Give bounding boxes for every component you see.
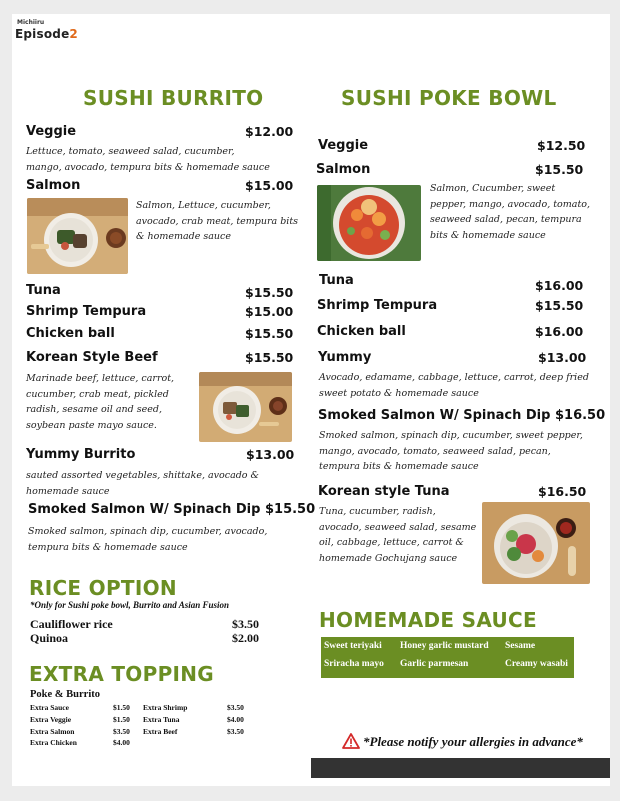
burrito-chicken-name: Chicken ball bbox=[26, 326, 115, 341]
poke-chicken-name: Chicken ball bbox=[317, 324, 406, 339]
poke-smoked-label: Smoked Salmon W/ Spinach Dip bbox=[318, 408, 551, 423]
footer-bar bbox=[311, 758, 610, 778]
burrito-smoked-price: $15.50 bbox=[264, 502, 316, 517]
sauce-item: Sesame bbox=[505, 641, 536, 651]
warning-icon bbox=[342, 733, 360, 753]
rice-option-note: *Only for Sushi poke bowl, Burrito and Asian Fusion bbox=[30, 600, 229, 610]
burrito-salmon-desc: Salmon, Lettuce, cucumber, avocado, crab meat, tempura bits & homemade sauce bbox=[136, 200, 299, 242]
poke-smoked-desc: Smoked salmon, spinach dip, cucumber, sweet pepper, mango, avocado, tomato, seaweed salad, pecan, tempura bits & homemade sauce bbox=[319, 430, 583, 472]
burrito-korean-name: Korean Style Beef bbox=[26, 350, 158, 365]
burrito-veggie-price: $12.00 bbox=[245, 124, 294, 139]
poke-korean-name: Korean style Tuna bbox=[318, 484, 450, 499]
section-title-burrito: SUSHI BURRITO bbox=[83, 86, 264, 110]
poke-shrimp-name: Shrimp Tempura bbox=[317, 298, 438, 313]
burrito-salmon-name: Salmon bbox=[26, 178, 81, 193]
poke-smoked-name bbox=[318, 408, 605, 423]
extra-topping-title: EXTRA TOPPING bbox=[29, 662, 215, 686]
section-title-poke: SUSHI POKE BOWL bbox=[341, 86, 557, 110]
poke-salmon-photo bbox=[317, 185, 421, 261]
topping-price: $1.50 bbox=[113, 715, 130, 724]
sauce-item: Garlic parmesan bbox=[400, 659, 469, 669]
poke-salmon-name: Salmon bbox=[316, 162, 371, 177]
burrito-veggie-name: Veggie bbox=[26, 124, 77, 139]
topping-item: Extra Beef bbox=[143, 727, 178, 736]
poke-veggie-price: $12.50 bbox=[537, 138, 586, 153]
burrito-shrimp-name: Shrimp Tempura bbox=[26, 304, 147, 319]
poke-yummy-price: $13.00 bbox=[538, 350, 587, 365]
poke-salmon-desc: Salmon, Cucumber, sweet pepper, mango, avocado, tomato, seaweed salad, pecan, tempura bits & homemade sauce bbox=[430, 183, 590, 241]
poke-korean-desc: Tuna, cucumber, radish, avocado, seaweed salad, sesame oil, cabbage, lettuce, carrot & homemade Gochujang sauce bbox=[319, 506, 477, 564]
allergy-notice: *Please notify your allergies in advance* bbox=[363, 734, 583, 749]
topping-item: Extra Sauce bbox=[30, 703, 69, 712]
sauce-panel bbox=[321, 637, 574, 678]
sauce-item: Creamy wasabi bbox=[505, 659, 568, 669]
burrito-korean-photo bbox=[199, 372, 292, 442]
menu-page bbox=[12, 14, 610, 786]
rice-price-quinoa: $2.00 bbox=[232, 631, 259, 645]
burrito-veggie-desc: Lettuce, tomato, seaweed salad, cucumber, mango, avocado, tempura bits & homemade sauce bbox=[26, 146, 270, 173]
poke-korean-photo bbox=[482, 502, 590, 584]
topping-price: $3.50 bbox=[113, 727, 130, 736]
burrito-smoked-desc: Smoked salmon, spinach dip, cucumber, avocado, tempura bits & homemade sauce bbox=[28, 526, 268, 553]
rice-option-title: RICE OPTION bbox=[29, 576, 177, 600]
topping-price: $4.00 bbox=[113, 738, 130, 747]
poke-shrimp-price: $15.50 bbox=[535, 298, 584, 313]
burrito-tuna-price: $15.50 bbox=[245, 285, 294, 300]
rice-price-cauliflower: $3.50 bbox=[232, 617, 259, 631]
sauce-item: Sweet teriyaki bbox=[324, 641, 382, 651]
poke-tuna-price: $16.00 bbox=[535, 278, 584, 293]
topping-item: Extra Chicken bbox=[30, 738, 77, 747]
burrito-chicken-price: $15.50 bbox=[245, 326, 294, 341]
burrito-salmon-photo bbox=[27, 198, 128, 274]
burrito-yummy-name: Yummy Burrito bbox=[26, 447, 136, 462]
poke-tuna-name: Tuna bbox=[319, 273, 354, 288]
brand-logo bbox=[15, 27, 78, 41]
burrito-smoked-name bbox=[28, 502, 315, 517]
poke-veggie-name: Veggie bbox=[318, 138, 369, 153]
topping-price: $3.50 bbox=[227, 727, 244, 736]
rice-item-cauliflower: Cauliflower rice bbox=[30, 617, 113, 631]
burrito-korean-price: $15.50 bbox=[245, 350, 294, 365]
topping-item: Extra Salmon bbox=[30, 727, 75, 736]
brand-name: Episode bbox=[15, 27, 70, 41]
topping-price: $4.00 bbox=[227, 715, 244, 724]
burrito-shrimp-price: $15.00 bbox=[245, 304, 294, 319]
poke-chicken-price: $16.00 bbox=[535, 324, 584, 339]
topping-item: Extra Veggie bbox=[30, 715, 72, 724]
topping-subtitle: Poke & Burrito bbox=[30, 689, 100, 700]
burrito-yummy-desc: sauted assorted vegetables, shittake, avocado & homemade sauce bbox=[26, 470, 260, 497]
poke-smoked-price: $16.50 bbox=[554, 408, 606, 423]
logo-subtitle: Michiiru bbox=[17, 19, 45, 26]
topping-item: Extra Tuna bbox=[143, 715, 180, 724]
burrito-korean-desc: Marinade beef, lettuce, carrot, cucumber, crab meat, pickled radish, sesame oil and seed, soybean paste mayo sauce. bbox=[26, 373, 175, 431]
poke-yummy-desc: Avocado, edamame, cabbage, lettuce, carrot, deep fried sweet potato & homemade sauce bbox=[319, 372, 589, 399]
poke-korean-price: $16.50 bbox=[538, 484, 587, 499]
poke-salmon-price: $15.50 bbox=[535, 162, 584, 177]
burrito-smoked-label: Smoked Salmon W/ Spinach Dip bbox=[28, 502, 261, 517]
topping-price: $1.50 bbox=[113, 703, 130, 712]
burrito-yummy-price: $13.00 bbox=[246, 447, 295, 462]
brand-number: 2 bbox=[69, 27, 78, 41]
sauce-item: Honey garlic mustard bbox=[400, 641, 489, 651]
sauce-item: Sriracha mayo bbox=[324, 659, 384, 669]
rice-item-quinoa: Quinoa bbox=[30, 631, 69, 645]
topping-price: $3.50 bbox=[227, 703, 244, 712]
burrito-salmon-price: $15.00 bbox=[245, 178, 294, 193]
topping-item: Extra Shrimp bbox=[143, 703, 188, 712]
homemade-sauce-title: HOMEMADE SAUCE bbox=[319, 608, 537, 632]
burrito-tuna-name: Tuna bbox=[26, 283, 61, 298]
poke-yummy-name: Yummy bbox=[318, 350, 372, 365]
